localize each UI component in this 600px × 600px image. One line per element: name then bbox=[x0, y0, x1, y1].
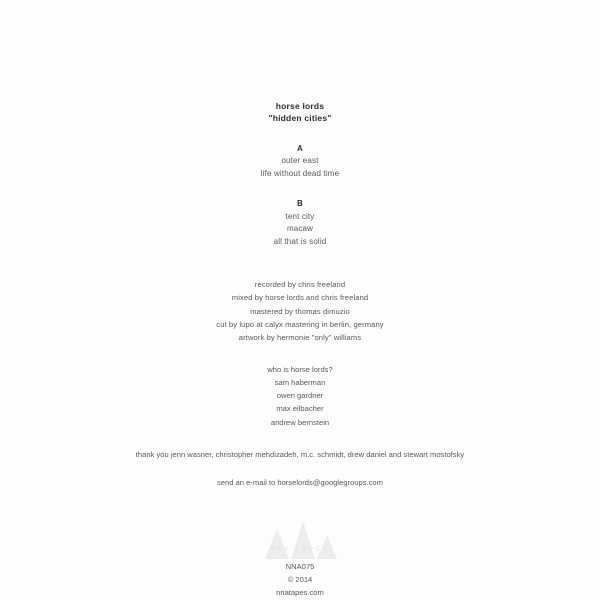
side-b-block bbox=[20, 198, 580, 248]
contact-email: send an e-mail to horselords@googlegroups.com bbox=[216, 477, 383, 487]
artist-name: horse lords bbox=[275, 101, 325, 111]
label-website: nnatapes.com bbox=[276, 587, 324, 597]
member-name: max eilbacher bbox=[276, 404, 324, 414]
thanks-line: thank you jenn wasner, christopher mehdizadeh, m.c. schmidt, drew daniel and stewart mostofsky bbox=[135, 449, 465, 459]
catalog-number: NNA075 bbox=[285, 561, 315, 571]
catalog-block bbox=[276, 561, 324, 600]
track-item: life without dead time bbox=[260, 168, 340, 178]
side-b-letter: B bbox=[297, 199, 303, 209]
album-title: "hidden cities" bbox=[268, 113, 332, 124]
credit-line: mastered by thomas dimuzio bbox=[250, 306, 350, 316]
members-heading: who is horse lords? bbox=[267, 364, 333, 374]
credits-block bbox=[20, 278, 580, 344]
side-a-letter: A bbox=[297, 143, 303, 153]
copyright: © 2014 bbox=[287, 574, 313, 584]
track-item: all that is solid bbox=[273, 236, 327, 246]
credit-line: artwork by hermonie "only" williams bbox=[238, 333, 362, 343]
track-item: outer east bbox=[281, 156, 319, 166]
member-name: owen gardner bbox=[276, 391, 324, 401]
label-logo-text: NNA TAPES bbox=[269, 546, 331, 553]
track-item: macaw bbox=[286, 224, 314, 234]
title-block bbox=[20, 100, 580, 125]
members-block bbox=[20, 363, 580, 429]
side-a-block bbox=[20, 143, 580, 181]
member-name: sam haberman bbox=[274, 377, 326, 387]
member-name: andrew bernstein bbox=[270, 417, 330, 427]
credit-line: cut by lupo at calyx mastering in berlin, germany bbox=[216, 320, 384, 330]
label-logo-block bbox=[20, 517, 580, 600]
credit-line: recorded by chris freeland bbox=[254, 280, 346, 290]
credit-line: mixed by horse lords and chris freeland bbox=[231, 293, 369, 303]
track-item: tent city bbox=[285, 212, 315, 221]
liner-notes bbox=[20, 0, 580, 600]
